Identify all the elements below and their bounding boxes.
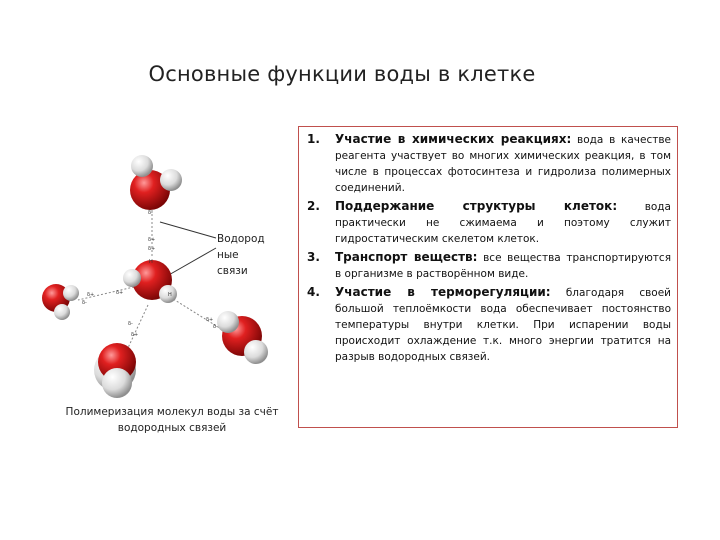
- item-heading: Участие в химических реакциях:: [335, 132, 572, 146]
- atom-label: δ+: [148, 246, 156, 252]
- function-item: [307, 284, 671, 365]
- item-text: благодаря своей большой теплоёмкости вода обеспечивает постоянство температуры внутри клетки. При испарении воды происходит охлаждение т.к. много энергии тратится на разрыв водородных связей.: [335, 287, 671, 363]
- item-number: 2.: [307, 199, 320, 213]
- atom-label: δ+: [148, 237, 156, 243]
- atom-label: H: [168, 292, 172, 298]
- item-heading: Транспорт веществ:: [335, 250, 478, 264]
- atom-label: δ+: [87, 292, 95, 298]
- item-number: 4.: [307, 285, 320, 299]
- item-number: 1.: [307, 132, 320, 146]
- item-text: вода в качестве реагента участвует во многих химических реакция, в том числе в процессах фотосинтеза и гидролиза полимерных соединений.: [335, 134, 671, 194]
- atom-label: δ-: [213, 324, 218, 330]
- water-molecule-right: [217, 311, 268, 364]
- function-item: [307, 198, 671, 247]
- atom-label: H: [149, 259, 153, 265]
- item-heading: Поддержание структуры клеток:: [335, 199, 618, 213]
- water-molecule-bottom: [94, 343, 136, 398]
- atom-label: δ-: [128, 321, 133, 327]
- atom-label: δ+: [206, 317, 214, 323]
- atom-label: δ-: [82, 300, 87, 306]
- atom-label: δ+: [116, 290, 124, 296]
- item-text: все вещества транспортируются в организме в растворённом виде.: [335, 252, 672, 280]
- figure-caption: Полимеризация молекул воды за счёт водородных связей: [65, 406, 279, 434]
- item-number: 3.: [307, 250, 320, 264]
- item-text: вода практически не сжимаема и поэтому служит гидростатическим скелетом клеток.: [335, 201, 671, 245]
- label-pointer-lines: [160, 222, 216, 276]
- functions-box: [298, 126, 678, 428]
- functions-list: [307, 131, 671, 365]
- water-molecule-top: [130, 155, 182, 210]
- function-item: [307, 131, 671, 196]
- atom-label: δ+: [131, 332, 139, 338]
- function-item: [307, 249, 671, 282]
- atom-label: δ-: [148, 210, 153, 216]
- page-title: Основные функции воды в клетке: [148, 62, 536, 86]
- item-heading: Участие в терморегуляции:: [335, 285, 551, 299]
- hydrogen-bonds-label: Водород ные связи: [217, 233, 265, 277]
- water-molecule-left: [42, 284, 79, 320]
